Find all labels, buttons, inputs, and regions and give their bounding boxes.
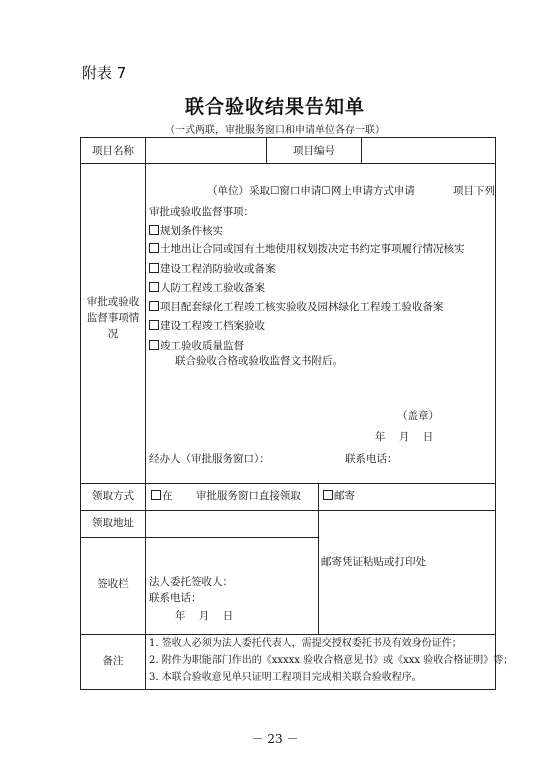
check-item[interactable]: 规划条件核实 [149,224,223,238]
row-divider [81,483,495,484]
remark-line: 2. 附件为职能部门作出的《xxxxx 验收合格意见书》或《xxx 验收合格证明》等； [149,655,514,666]
sign-label: 签收栏 [97,578,129,590]
remarks-label: 备注 [102,655,124,667]
checkbox-icon[interactable] [149,263,159,273]
agent-label: 法人委托签收人： [149,576,233,588]
method-label: 领取方式 [92,490,134,502]
checkbox-icon[interactable] [323,490,333,500]
page-number: － 23 － [251,732,299,746]
checkbox-icon[interactable] [149,243,159,253]
row-divider [81,537,318,538]
check-item[interactable]: 竣工验收质量监督 [149,339,244,353]
handler-label: 经办人（审批服务窗口）： [149,453,270,465]
row-divider [81,510,495,511]
row-divider [81,163,495,164]
address-label: 领取地址 [92,517,134,529]
column-divider [361,138,362,163]
checkbox-icon[interactable] [149,225,159,235]
check-item[interactable]: 土地出让合同或国有土地使用权划拨决定书约定事项履行情况核实 [149,242,465,256]
checkbox-icon[interactable] [149,340,159,350]
application-intro: （单位）采取☐窗口申请☐网上申请方式申请 [207,185,415,197]
check-item[interactable]: 人防工程竣工验收备案 [149,281,265,295]
check-item[interactable]: 建设工程竣工档案验收 [149,319,265,333]
remark-line: 3. 本联合验收意见单只证明工程项目完成相关联合验收程序。 [149,672,422,683]
checkbox-icon[interactable] [149,320,159,330]
checkbox-icon[interactable] [151,490,161,500]
check-item[interactable]: 建设工程消防验收或备案 [149,262,276,276]
mail-receipt-note: 邮寄凭证粘贴或打印处 [321,556,426,568]
items-date: 年 月 日 [375,431,434,443]
items-label-line2: 监督事项情 [86,312,140,324]
project-code-label: 项目编号 [293,145,335,157]
project-name-label: 项目名称 [92,145,134,157]
column-divider [318,483,319,634]
items-label-line3: 况 [107,328,119,340]
notice-form-table [80,137,514,690]
items-heading: 审批或验收监督事项： [149,206,254,218]
row-divider [81,634,495,635]
label-column-divider [145,138,146,689]
document-title: 联合验收结果告知单 [184,96,365,118]
attachment-label: 附表 7 [82,64,127,82]
document-subtitle: （一式两联，审批服务窗口和申请单位各存一联） [165,125,385,136]
remark-line: 1. 签收人必须为法人委托代表人，需提交授权委托书及有效身份证件； [149,638,462,649]
check-item[interactable]: 项目配套绿化工程竣工核实验收及园林绿化工程竣工验收备案 [149,300,444,314]
application-intro-tail: 项目下列 [453,185,495,197]
sign-date: 年 月 日 [175,610,234,622]
seal-label: （盖章） [397,410,439,422]
option-mail[interactable]: 邮寄 [323,489,355,503]
items-label-line1: 审批或验收 [86,296,140,308]
checkbox-icon[interactable] [149,301,159,311]
checkbox-icon[interactable] [149,282,159,292]
option-window-pickup[interactable]: 在 审批服务窗口直接领取 [151,489,301,503]
sign-phone-label: 联系电话： [149,592,202,604]
handler-phone-label: 联系电话： [345,453,398,465]
attachment-note: 联合验收合格或验收监督文书附后。 [175,355,343,367]
